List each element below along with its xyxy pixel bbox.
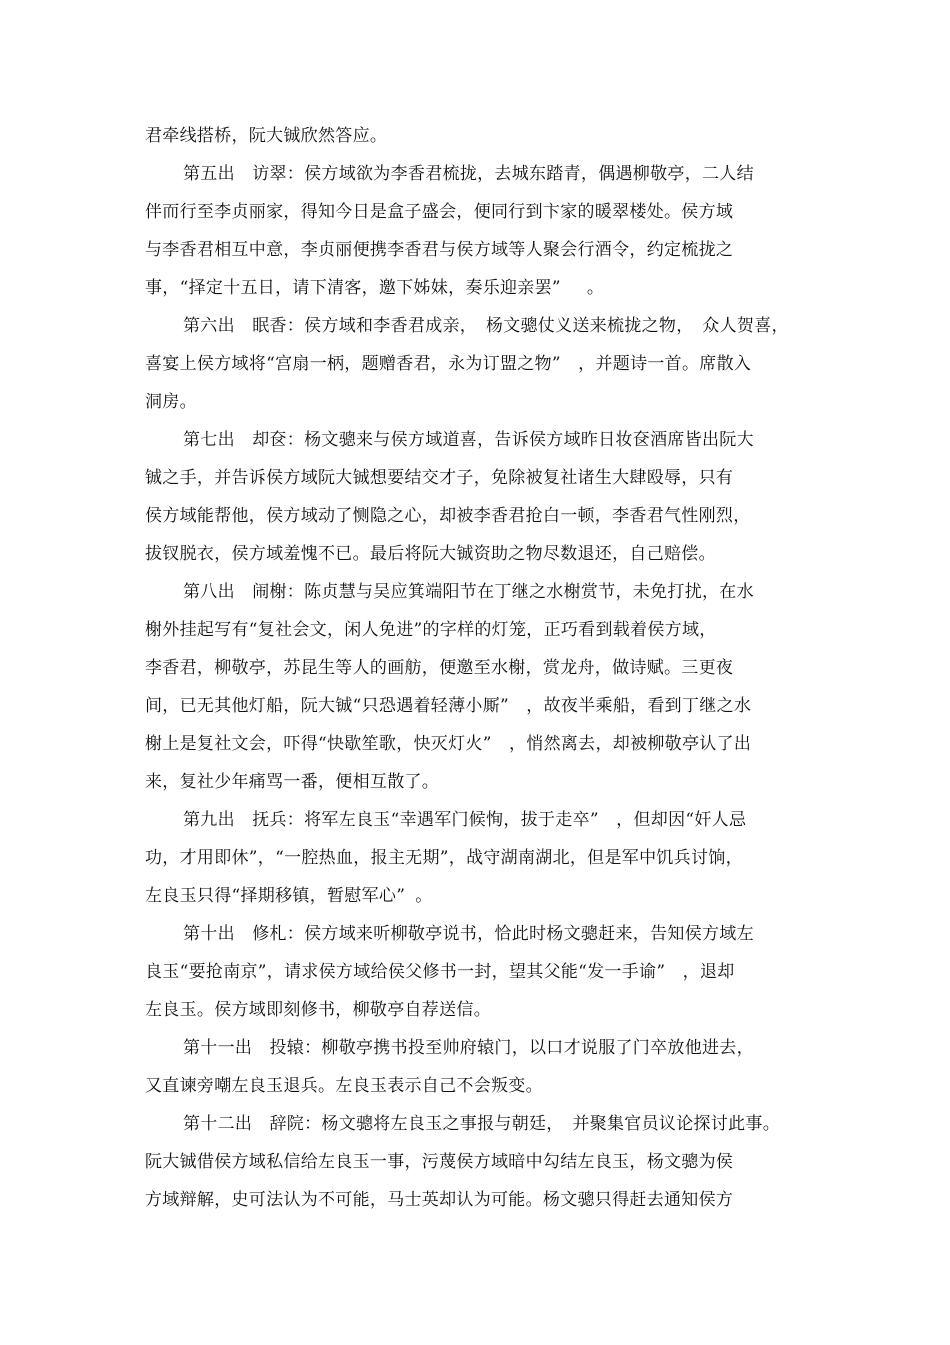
text-line: 喜宴上侯方域将“宫扇一柄，题赠香君，永为订盟之物” ，并题诗一首。席散入 [145, 354, 752, 374]
text-line-with-tail [145, 278, 604, 298]
text-line: 第六出 眠香：侯方域和李香君成亲， 杨文骢仗义送来梳拢之物， 众人贺喜， [183, 316, 789, 336]
text-line: 李香君，柳敬亭，苏昆生等人的画舫，便邀至水榭，赏龙舟，做诗赋。三更夜 [145, 658, 734, 678]
text-line: 来，复社少年痛骂一番，便相互散了。 [145, 772, 440, 792]
text-line: 左良玉。侯方域即刻修书，柳敬亭自荐送信。 [145, 1000, 491, 1020]
text-line: 左良玉只得“择期移镇，暂慰军心” [145, 886, 406, 906]
punctuation-tail: 。 [415, 886, 433, 906]
text-line-with-tail [145, 886, 433, 906]
text-line: 第七出 却奁：杨文骢来与侯方域道喜，告诉侯方域昨日妆奁酒席皆出阮大 [183, 430, 754, 450]
text-line: 第八出 闹榭：陈贞慧与吴应箕端阳节在丁继之水榭赏节，未免打扰，在水 [183, 582, 754, 602]
text-line: 第十一出 投辕：柳敬亭携书投至帅府辕门，以口才说服了门卒放他进去， [183, 1038, 754, 1058]
text-line: 榭外挂起写有“复社会文，闲人免进”的字样的灯笼，正巧看到载着侯方域， [145, 620, 717, 640]
text-line: 君牵线搭桥，阮大铖欣然答应。 [145, 126, 388, 146]
text-line: 拔钗脱衣，侯方域羞愧不已。最后将阮大铖资助之物尽数退还，自己赔偿。 [145, 544, 716, 564]
text-line: 第九出 抚兵：将军左良玉“幸遇军门候恂，拔于走卒” ，但却因“奸人忌 [183, 810, 747, 830]
text-line: 第十二出 辞院：杨文骢将左良玉之事报与朝廷， 并聚集官员议论探讨此事。 [183, 1114, 780, 1134]
text-line: 间，已无其他灯船，阮大铖“只恐遇着轻薄小厮” ，故夜半乘船，看到丁继之水 [145, 696, 752, 716]
text-line: 洞房。 [145, 392, 197, 412]
text-line: 事，“择定十五日，请下清客，邀下姊妹，奏乐迎亲罢” [145, 278, 561, 298]
text-line: 与李香君相互中意，李贞丽便携李香君与侯方域等人聚会行酒令，约定梳拢之 [145, 240, 734, 260]
punctuation-tail: 。 [586, 278, 605, 298]
text-line: 又直谏旁嘲左良玉退兵。左良玉表示自己不会叛变。 [145, 1076, 543, 1096]
text-line: 阮大铖借侯方域私信给左良玉一事，污蔑侯方域暗中勾结左良玉，杨文骢为侯 [145, 1152, 734, 1172]
text-line: 榭上是复社文会，吓得“快歇笙歌，快灭灯火” ，悄然离去，却被柳敬亭认了出 [145, 734, 752, 754]
text-line: 伴而行至李贞丽家，得知今日是盒子盛会，便同行到卞家的暖翠楼处。侯方域 [145, 202, 734, 222]
text-line: 第十出 修札：侯方域来听柳敬亭说书，恰此时杨文骢赶来，告知侯方域左 [183, 924, 754, 944]
text-line: 第五出 访翠：侯方域欲为李香君梳拢，去城东踏青，偶遇柳敬亭，二人结 [183, 164, 754, 184]
text-line: 铖之手，并告诉侯方域阮大铖想要结交才子，免除被复社诸生大肆殴辱，只有 [145, 468, 734, 488]
text-line: 侯方域能帮他，侯方域动了恻隐之心，却被李香君抢白一顿，李香君气性刚烈， [145, 506, 751, 526]
text-line: 方域辩解，史可法认为不可能，马士英却认为可能。杨文骢只得赶去通知侯方 [145, 1190, 734, 1210]
text-line: 良玉“要抢南京”，请求侯方域给侯父修书一封，望其父能“发一手谕” ，退却 [145, 962, 735, 982]
text-line: 功，才用即休”，“一腔热血，报主无期”，战守湖南湖北，但是军中饥兵讨饷， [145, 848, 743, 868]
